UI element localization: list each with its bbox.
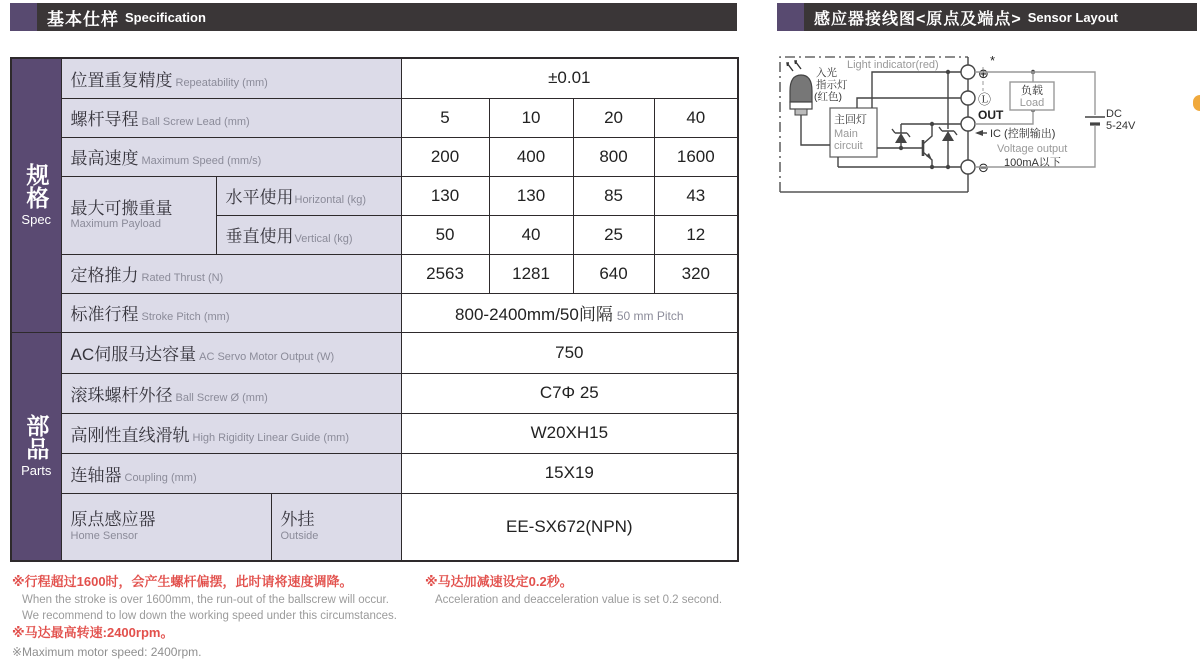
thrust-value: 1281	[489, 254, 573, 293]
terminal-asterisk: *	[990, 53, 996, 68]
label-en: Maximum Payload	[70, 218, 161, 231]
label-zh: AC伺服马达容量	[70, 345, 197, 364]
speed-value: 800	[573, 137, 654, 176]
load-label-zh: 负载	[1021, 85, 1043, 97]
row-home-sensor-mount-label	[271, 493, 401, 561]
current-limit-label: 100mA以下	[1004, 157, 1061, 169]
label-zh: 位置重复精度	[70, 70, 173, 90]
label-zh: 外挂	[280, 510, 315, 530]
section-parts-label-zh: 部品	[23, 414, 50, 461]
lead-value: 5	[401, 98, 489, 137]
footnotes-left	[12, 573, 417, 661]
linear-guide-value: W20XH15	[401, 413, 738, 453]
led-label-zh-1: 入光	[816, 67, 837, 79]
row-home-sensor-label	[61, 493, 271, 561]
voltage-output-label: Voltage output	[997, 143, 1068, 155]
sensor-layout-header-bar	[777, 3, 1197, 31]
section-parts-label-en: Parts	[21, 463, 52, 479]
row-ball-screw-lead-label	[61, 98, 401, 137]
repeatability-value: ±0.01	[401, 58, 738, 98]
label-en: Stroke Pitch (mm)	[141, 311, 230, 323]
label-zh: 高刚性直线滑轨	[70, 425, 190, 445]
specification-title-zh: 基本仕样	[47, 9, 119, 29]
label-en: Outside	[280, 529, 319, 542]
label-en: Home Sensor	[70, 529, 138, 542]
sensor-layout-title-zh: 感应器接线图<原点及端点>	[814, 10, 1022, 28]
label-en: Vertical (kg)	[294, 233, 353, 245]
note-accel-en: Acceleration and deacceleration value is set 0.2 second.	[435, 593, 723, 606]
horizontal-value: 43	[654, 176, 738, 215]
section-spec-label-en: Spec	[21, 212, 52, 228]
label-en: Horizontal (kg)	[294, 194, 367, 206]
transistor-emitter-arrow	[926, 153, 932, 160]
specification-table	[10, 57, 739, 562]
label-en: Repeatability (mm)	[175, 76, 268, 89]
main-circuit-label-en2: circuit	[834, 140, 863, 152]
vertical-value: 12	[654, 215, 738, 254]
main-circuit-label-zh: 主回灯	[834, 114, 867, 126]
note-accel-zh: ※马达加减速设定0.2秒。	[425, 574, 573, 589]
thrust-value: 320	[654, 254, 738, 293]
note-stroke-warning-en1: When the stroke is over 1600mm, the run-out of the ballscrew will occur.	[22, 593, 389, 606]
label-zh: 最高速度	[70, 149, 139, 168]
vertical-value: 40	[489, 215, 573, 254]
servo-output-value: 750	[401, 332, 738, 373]
terminal-light-symbol: Ⓛ	[978, 92, 992, 107]
home-sensor-value: EE-SX672(NPN)	[401, 493, 738, 561]
speed-value: 200	[401, 137, 489, 176]
dc-range-label: 5-24V	[1106, 120, 1136, 132]
row-rated-thrust-label	[61, 254, 401, 293]
led-label-zh-2: 指示灯	[816, 79, 848, 91]
ball-screw-dia-value: C7Φ 25	[401, 373, 738, 413]
label-zh: 原点感应器	[70, 510, 156, 530]
dc-label: DC	[1106, 108, 1122, 120]
thrust-value: 640	[573, 254, 654, 293]
battery-icon	[1085, 117, 1105, 124]
stroke-value-zh: 800-2400mm/50间隔	[455, 305, 613, 324]
label-zh: 螺杆导程	[70, 110, 139, 129]
row-coupling-label	[61, 453, 401, 493]
label-zh: 垂直使用	[225, 227, 294, 246]
specification-header-bar	[10, 3, 737, 31]
vertical-value: 25	[573, 215, 654, 254]
label-zh: 最大可搬重量	[70, 198, 173, 218]
note-motor-speed-zh: ※马达最高转速:2400rpm。	[12, 625, 174, 641]
lead-value: 40	[654, 98, 738, 137]
section-spec-label-zh: 规格	[23, 163, 50, 210]
note-motor-speed-en: ※Maximum motor speed: 2400rpm.	[12, 644, 202, 659]
label-zh: 滚珠螺杆外径	[70, 385, 173, 405]
note-stroke-warning-en2: We recommend to low down the working speed under this circumstances.	[22, 609, 397, 622]
label-en: Maximum Speed (mm/s)	[141, 155, 262, 167]
section-parts	[11, 332, 61, 561]
zener-diode-right	[939, 127, 957, 141]
label-en: Ball Screw Lead (mm)	[141, 116, 250, 128]
row-stroke-label	[61, 293, 401, 332]
stroke-value	[401, 293, 738, 332]
horizontal-value: 130	[489, 176, 573, 215]
sensor-wiring-diagram	[775, 45, 1200, 207]
stroke-value-en: 50 mm Pitch	[616, 309, 684, 323]
lead-value: 10	[489, 98, 573, 137]
row-linear-guide-label	[61, 413, 401, 453]
label-en: High Rigidity Linear Guide (mm)	[192, 431, 349, 444]
light-indicator-label-en: Light indicator(red)	[847, 59, 939, 71]
label-en: Ball Screw Ø (mm)	[175, 391, 268, 404]
label-en: Coupling (mm)	[124, 471, 197, 484]
label-en: Rated Thrust (N)	[141, 272, 224, 284]
label-zh: 标准行程	[70, 305, 139, 324]
row-max-speed-label	[61, 137, 401, 176]
led-label-zh-3: (红色)	[814, 91, 842, 103]
ic-arrowhead	[975, 130, 983, 136]
ic-note-label: IC (控制输出)	[990, 128, 1056, 140]
terminal-out-label: OUT	[978, 108, 1004, 122]
load-label-en: Load	[1019, 97, 1045, 109]
row-repeatability-label	[61, 58, 401, 98]
coupling-value: 15X19	[401, 453, 738, 493]
label-zh: 连轴器	[70, 465, 122, 485]
row-max-payload-label	[61, 176, 216, 254]
speed-value: 1600	[654, 137, 738, 176]
row-horizontal-label	[216, 176, 401, 215]
note-stroke-warning-zh: ※行程超过1600时，会产生螺杆偏摆，此时请将速度调降。	[12, 574, 353, 589]
terminal-minus-symbol: ⊖	[978, 160, 989, 175]
label-zh: 水平使用	[225, 188, 294, 207]
main-circuit-label-en1: Main	[834, 128, 858, 140]
sensor-layout-title-en: Sensor Layout	[1027, 9, 1118, 25]
horizontal-value: 130	[401, 176, 489, 215]
footnotes-right	[425, 573, 755, 608]
label-en: AC Servo Motor Output (W)	[199, 351, 335, 363]
thrust-value: 2563	[401, 254, 489, 293]
section-spec	[11, 58, 61, 332]
led-indicator-icon	[787, 61, 812, 115]
page-edge-graphic	[1193, 95, 1200, 111]
lead-value: 20	[573, 98, 654, 137]
label-zh: 定格推力	[70, 266, 139, 285]
row-vertical-label	[216, 215, 401, 254]
speed-value: 400	[489, 137, 573, 176]
terminal-plus-symbol: ⊕	[978, 66, 989, 81]
row-servo-output-label	[61, 332, 401, 373]
header-accent-square	[10, 3, 37, 31]
horizontal-value: 85	[573, 176, 654, 215]
row-ball-screw-dia-label	[61, 373, 401, 413]
header-accent-square	[777, 3, 804, 31]
specification-title-en: Specification	[125, 9, 206, 25]
vertical-value: 50	[401, 215, 489, 254]
